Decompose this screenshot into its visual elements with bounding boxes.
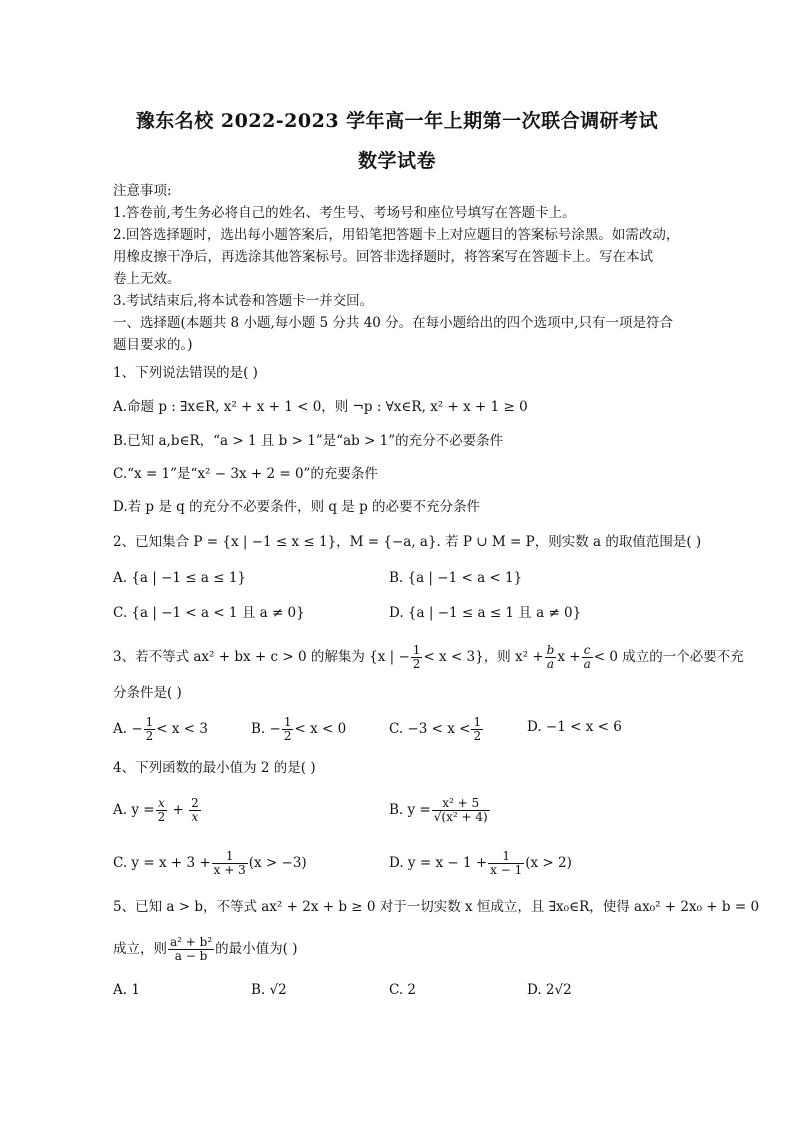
q3-stem-line-2: 分条件是( ) (113, 685, 182, 701)
q5-option-d: D. 2√2 (527, 982, 572, 998)
q5-option-a: A. 1 (113, 982, 140, 998)
q3-option-c: C. −3 < x < $\frac{1}{2}$ (389, 715, 482, 743)
notice-item-3: 3.考试结束后,将本试卷和答题卡一并交回。 (113, 293, 374, 309)
q4-option-a: A. y = $\frac{x}{2}$ + $\frac{2}{x}$ (113, 796, 199, 824)
q3-frac-half: $\frac{1}{2}$ (412, 643, 421, 671)
q2-option-c: C. {a | −1 < a < 1 且 a ≠ 0} (113, 605, 305, 621)
q1-stem: 1、下列说法错误的是( ) (113, 365, 258, 381)
q5-stem: 5、已知 a > b，不等式 ax² + 2x + b ≥ 0 对于一切实数 x 恒成立，且 ∃x₀∈R，使得 ax₀² + 2x₀ + b = 0 (113, 899, 760, 915)
notice-item-2-line-1: 2.回答选择题时，选出每小题答案后，用铅笔把答题卡上对应题目的答案标号涂黑。如需改动， (113, 227, 680, 243)
q1-option-b: B.已知 a,b∈R，“a > 1 且 b > 1”是“ab > 1”的充分不必要条件 (113, 433, 504, 449)
q3-option-b: B. − $\frac{1}{2}$ < x < 0 (251, 715, 347, 743)
notice-item-1: 1.答卷前,考生务必将自己的姓名、考生号、考场号和座位号填写在答题卡上。 (113, 205, 576, 221)
q3-option-a: A. − $\frac{1}{2}$ < x < 3 (113, 715, 208, 743)
q2-option-b: B. {a | −1 < a < 1} (389, 570, 523, 586)
q3-option-d: D. −1 < x < 6 (527, 719, 622, 735)
q1-option-d: D.若 p 是 q 的充分不必要条件，则 q 是 p 的必要不充分条件 (113, 499, 481, 515)
q2-option-d: D. {a | −1 ≤ a ≤ 1 且 a ≠ 0} (389, 605, 582, 621)
q4-stem: 4、下列函数的最小值为 2 的是( ) (113, 760, 316, 776)
q3-frac-c-over-a: $\frac{c}{a}$ (583, 643, 591, 671)
q2-option-a: A. {a | −1 ≤ a ≤ 1} (113, 570, 247, 586)
q3-stem: 3、若不等式 ax² + bx + c > 0 的解集为 {x | − $\frac{1}{2}$ < x < 3}，则 x² + $\frac{b}{a}$ x + $\frac{c}{a}$ < 0 成立的一个必要不充 (113, 643, 744, 671)
q4-option-d: D. y = x − 1 + $\frac{1}{x - 1}$ (x > 2) (389, 849, 572, 877)
q4-option-b: B. y = $\frac{\text{x² + 5}}{\text{√(x² + 4)}}$ (389, 796, 488, 824)
q5-stem-line-2: 成立，则 $\frac{\text{a² + b²}}{a - b}$ 的最小值为( ) (113, 935, 298, 963)
notice-heading: 注意事项: (113, 183, 172, 199)
exam-subtitle: 数学试卷 (357, 150, 436, 172)
q3-frac-b-over-a: $\frac{b}{a}$ (546, 643, 555, 671)
notice-item-2-line-2: 用橡皮擦干净后，再选涂其他答案标号。回答非选择题时，将答案写在答题卡上。写在本试 (113, 249, 653, 265)
notice-item-2-line-3: 卷上无效。 (113, 271, 181, 287)
q5-option-b: B. √2 (251, 982, 287, 998)
exam-title: 豫东名校 2022-2023 学年高一年上期第一次联合调研考试 (135, 110, 659, 132)
q1-option-a: A.命题 p : ∃x∈R, x² + x + 1 < 0，则 ¬p : ∀x∈R, x² + x + 1 ≥ 0 (113, 399, 528, 415)
q5-option-c: C. 2 (389, 982, 417, 998)
section-1-line-1: 一、选择题(本题共 8 小题,每小题 5 分共 40 分。在每小题给出的四个选项中,只有一项是符合 (113, 315, 673, 331)
section-1-line-2: 题目要求的。) (113, 337, 193, 353)
q1-option-c: C.“x = 1”是“x² − 3x + 2 = 0”的充要条件 (113, 466, 378, 482)
q2-stem: 2、已知集合 P = {x | −1 ≤ x ≤ 1}，M = {−a, a}. 若 P ∪ M = P，则实数 a 的取值范围是( ) (113, 534, 702, 550)
q4-option-c: C. y = x + 3 + $\frac{1}{x + 3}$ (x > −3) (113, 849, 307, 877)
